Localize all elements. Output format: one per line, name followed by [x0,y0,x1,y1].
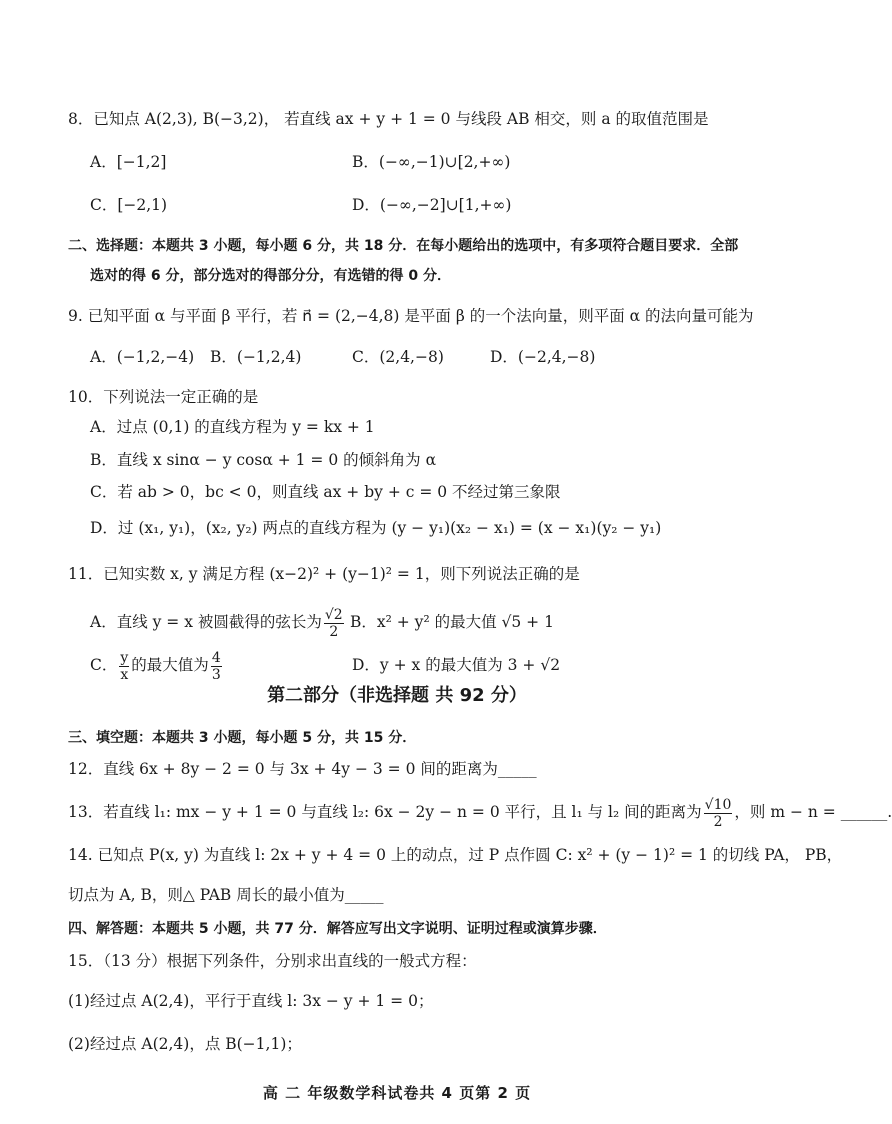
question-12: 12．直线 6x + 8y − 2 = 0 与 3x + 4y − 3 = 0 间的距离为_____ [68,760,537,778]
question-8-option-a: A．[−1,2] [90,153,167,171]
question-11-option-c: C． $\frac{y}{x}$ 的最大值为 $\frac{4}{3}$ [90,649,221,683]
question-10-stem: 10．下列说法一定正确的是 [68,388,259,406]
question-10-option-c: C．若 ab > 0，bc < 0，则直线 ax + by + c = 0 不经过第三象限 [90,483,561,501]
question-14-line-1: 14. 已知点 P(x, y) 为直线 l: 2x + y + 4 = 0 上的动点，过 P 点作圆 C: x² + (y − 1)² = 1 的切线 PA， PB， [68,846,843,864]
question-8-option-d: D．(−∞,−2]∪[1,+∞) [352,196,512,214]
question-11-option-d: D．y + x 的最大值为 3 + √2 [352,656,561,674]
section-2-instructions-line-1: 二、选择题：本题共 3 小题，每小题 6 分，共 18 分．在每小题给出的选项中，有多项符合题目要求．全部 [68,238,739,254]
question-8-stem: 8．已知点 A(2,3), B(−3,2)， 若直线 ax + y + 1 = 0 与线段 AB 相交，则 a 的取值范围是 [68,110,709,128]
section-3-instructions: 三、填空题：本题共 3 小题，每小题 5 分，共 15 分． [68,730,417,746]
section-2-instructions-line-2: 选对的得 6 分，部分选对的得部分分，有选错的得 0 分． [90,268,451,284]
question-9-option-b: B．(−1,2,4) [210,348,302,366]
question-9-option-d: D．(−2,4,−8) [490,348,596,366]
question-11-option-c-ratio: $\frac{y}{x}$ [120,649,129,683]
question-14-line-2: 切点为 A, B，则△ PAB 周长的最小值为_____ [68,886,384,904]
page-footer: 高 二 年级数学科试卷共 4 页第 2 页 [262,1084,532,1102]
question-15-stem: 15．（13 分）根据下列条件，分别求出直线的一般式方程： [68,952,477,970]
question-15-part-2: (2)经过点 A(2,4)，点 B(−1,1)； [68,1035,302,1053]
question-10-option-d: D．过 (x₁, y₁)，(x₂, y₂) 两点的直线方程为 (y − y₁)(x₂ − x₁) = (x − x₁)(y₂ − y₁) [90,519,662,537]
part-2-title: 第二部分（非选择题 共 92 分） [267,685,527,706]
question-8-option-b: B．(−∞,−1)∪[2,+∞) [352,153,511,171]
section-4-instructions: 四、解答题：本题共 5 小题，共 77 分．解答应写出文字说明、证明过程或演算步骤． [68,921,607,937]
question-11-option-a [90,602,346,642]
question-9-stem: 9. 已知平面 α 与平面 β 平行，若 n⃗ = (2,−4,8) 是平面 β 的一个法向量，则平面 α 的法向量可能为 [68,307,754,325]
question-11-option-a-text: A．直线 y = x 被圆截得的弦长为 [90,613,322,631]
question-11-option-a-fraction: $\frac{√2}{2}$ [324,606,343,640]
question-11-option-b: B．x² + y² 的最大值 √5 + 1 [350,613,554,631]
question-10-option-a: A．过点 (0,1) 的直线方程为 y = kx + 1 [90,418,375,436]
question-11-stem: 11．已知实数 x, y 满足方程 (x−2)² + (y−1)² = 1，则下列说法正确的是 [68,565,580,583]
question-13: 13．若直线 l₁: mx − y + 1 = 0 与直线 l₂: 6x − 2y − n = 0 平行，且 l₁ 与 l₂ 间的距离为 $\frac{√10}{2}$ ，则 m − n = ______. [68,796,892,830]
question-8-option-c: C．[−2,1) [90,196,168,214]
question-9-option-c: C．(2,4,−8) [352,348,444,366]
question-13-distance-fraction: $\frac{√10}{2}$ [704,796,732,830]
question-15-part-1: (1)经过点 A(2,4)，平行于直线 l: 3x − y + 1 = 0； [68,992,434,1010]
question-9-option-a: A．(−1,2,−4) [90,348,195,366]
question-11-option-c-value: $\frac{4}{3}$ [211,649,221,683]
question-10-option-b: B．直线 x sinα − y cosα + 1 = 0 的倾斜角为 α [90,451,437,469]
